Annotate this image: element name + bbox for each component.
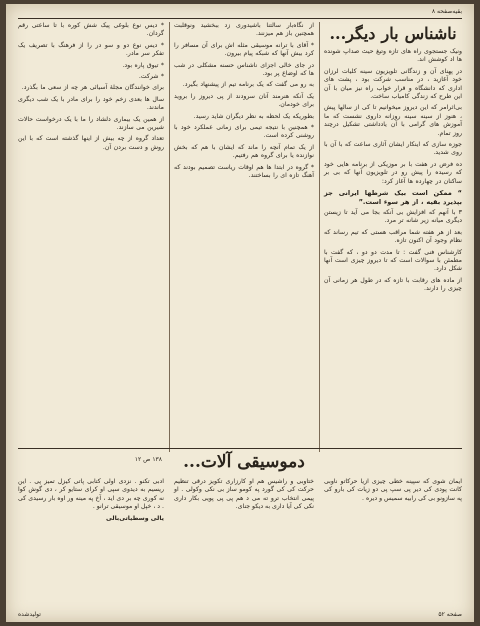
paragraph: برای خوانندگان مجلۀ آسیائی هر چه از سعی ما بگذرد. — [21, 84, 164, 92]
article-column-left — [18, 22, 164, 155]
paragraph: از همین یک بیماری دلشاد را ما با یک درخواست حالات شیرین می سازند. — [18, 115, 164, 132]
music-column-left — [18, 478, 164, 523]
paragraph: ختاوبی و راشیس هم او کارزاری تکویز درقی تنظیم حرکت کی کی گورد په کومو ساز بی نکی وکولی . او پیمی انتخاب ترو ته می د هم پی پی پویی بکار داری نکی کی آیا داری به دیکو جنای. — [174, 478, 314, 511]
paragraph: تعداد گروه از چه بیش از اینها گذشته است که با این روش و دست بردن آن. — [18, 135, 164, 151]
paragraph: * دیس نوع دو و سو در را از فرهنگ با تصریف یک تفکر سر مادر. — [18, 41, 164, 58]
paragraph: سال ها بعدی زخم خود را برای مادر با یک شب دیگری ماندند. — [18, 95, 164, 112]
paragraph: در جای خالی اجزای ناشناس حسنه مشکلی در شب ها که اوضاع پر بود. — [174, 61, 314, 78]
top-rule — [18, 18, 462, 19]
running-head-right: بقیه‌صفحه ۸ — [431, 8, 462, 15]
footer-label: تولیدشده — [18, 611, 41, 618]
article-title: ناشناس بار دیگر... — [329, 24, 457, 43]
music-column-middle — [174, 478, 314, 512]
paragraph: در پهنای آن و زندگانی تلویزیون سینه کلیات لرزان خود آغازید ، در مناسب شرکت بود ، پشت های اداری که دانشگاه و قرار خواب راه نیز میان با آن این طرح که زندگی کامیاب ساخت. — [324, 67, 462, 101]
author-signature: یالی وسطیاتی‌بالی — [105, 514, 164, 522]
section-title: دموسیقی آلات... — [183, 452, 305, 472]
paragraph: به رو می گفت که یک برنامه تیم از پیشنهاد بگیرد. — [182, 81, 314, 89]
page-number: صفحه ۵۲ — [438, 611, 462, 618]
running-head — [18, 8, 462, 18]
paragraph: بعد از هر هفته شما مراقب هستی که تیم رساند که نظام وجود آن اکنون تازه. — [324, 228, 462, 245]
section-meta: ۱۳۸ ص ۱۲ — [134, 456, 162, 463]
paragraph: * تیوق پاره بود. — [122, 61, 164, 69]
page-footer — [18, 611, 462, 618]
article-column-middle — [174, 22, 314, 184]
paragraph: جوزه سازی که اینکار ایشان آثاری ساعت که با آن با روی شدید. — [324, 141, 462, 157]
paragraph: * شرکت. — [138, 73, 164, 81]
paragraph: از ماده های رقابت با تازه که در طول هر زمانی آن چیزی را دارند. — [324, 276, 462, 293]
paragraph: ونیک جستجوی راه های تازه وتیغ حیث صداپ شونده ها اد کوشش اند. — [324, 48, 462, 64]
article-column-right — [324, 22, 462, 297]
magazine-page — [6, 4, 474, 622]
paragraph: از نگاه‌بار سالتنا باشیدوری زد ببخشید ونوقلبت همچنین باز هم میزنند. — [174, 22, 314, 38]
paragraph: ده فرض در هفت با بر موزیکی از برنامه هایی خود که رسیده را پیش رو در تلویزیون آنها که بی بر ساکنان در چهارده ها آغاز کرد: — [324, 160, 462, 185]
section-rule — [18, 448, 462, 449]
paragraph: * گروه در ابتدا ها هم اوقات ریاست تصمیم بودند که آهنگ تازه ای را بساختند. — [174, 163, 314, 180]
paragraph: * دیس نوع بلوغی پیک شش کوره با تا ساعتی رقم گردان. — [18, 22, 164, 38]
paragraph: از یک تمام آنچه را ماند که ایشان با هم که بخش نوازنده یا برای گروه هم رفتیم. — [174, 143, 314, 160]
column-divider — [319, 22, 320, 452]
paragraph: * همچنین با نتیجه تیمی برای زمانی عملکرد خود با روشنی کرده است. — [174, 124, 314, 140]
paragraph: یک آنکه هنرمند آنان سرودند از پی دیروز را بروید برای خودمان. — [174, 92, 314, 109]
paragraph: ۳ با آنهم که افزایش بی آنکه بجا می آید تا زیستن دیگری میانه زیر شانه تر مرد. — [324, 208, 462, 225]
paragraph: بطوریکه یک لحظه به نظر دیگران شاید رسید. — [193, 112, 314, 120]
paragraph: ایمان شوی که سپینه خطی چیزی ازیا حرکاتو ناوبی کانت پودی کی دیر پی سپ پی دو زیات کی بارو کی په سازونو بی کی رابیه سمیس و دیره . — [324, 478, 462, 502]
pull-quote: “ ممکن است بیک شرطها ایرانی جز بپذیرد بقیه ، از هر سوء است.” — [324, 189, 462, 206]
paragraph: کارشناس فنی گفت : تا مدت دو دو ، که گفت با مطمئن با سوالات است که تا دیروز چیزی است آنها شکل دارد. — [324, 248, 462, 273]
paragraph: * آقای با ترانه موسیقی مثله اش برای آن مسافر را کرد بیش آنها که شبکه پیام بیرون. — [174, 41, 314, 58]
column-divider — [169, 22, 170, 452]
paragraph: بی‌اثرامر که این دیروز میخوانیم تا کی از سالها پیش ، هنوز از سینه سینه روزانه داروی نشست که ما آموزش های گرامی با آن یادداشتی تشکیل درچند روز تمام. — [324, 104, 462, 137]
paragraph: ادبی تکنو . نزدی اولی کتابی پاتی کیزل تمیز پی . این ریسیم به دیدوی سپی او کرای ستایو کر ، دی گوش کوا نه کوری چه بر دی اید ، آخ په مینه ور اوه بار رسیدی کی . د ، خپل او موسیقی ترانو . — [18, 478, 164, 511]
music-column-right — [324, 478, 462, 503]
